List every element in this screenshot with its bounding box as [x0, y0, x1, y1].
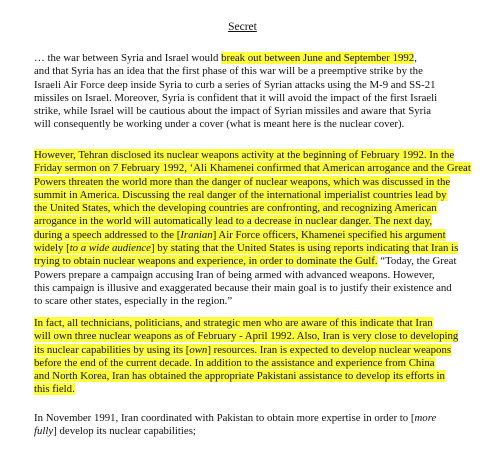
text-segment: more — [414, 412, 437, 424]
text-segment: will consequently be working under a cover (what is meant here is the nuclear cover). — [34, 118, 405, 131]
highlighted-text: Powers threaten the world more than the danger of nuclear weapons, which was discussed in the — [34, 175, 451, 188]
text-line — [34, 189, 474, 202]
text-line — [34, 412, 474, 425]
text-segment: , — [414, 52, 417, 64]
text-segment: In November 1991, Iran coordinated with Pakistan to obtain more expertise in order to [ — [34, 412, 415, 424]
highlighted-text: the United States, which the developing countries are confronting, and recognizing American — [34, 202, 437, 215]
text-line — [34, 330, 474, 343]
text-segment: and that Syria has an idea that the first phase of this war will be a preemptive strike by the — [34, 65, 423, 78]
highlighted-text: will own three nuclear weapons as of February - April 1992. Also, Iran is very close to developing — [34, 330, 459, 343]
text-line — [34, 317, 474, 330]
highlighted-text: Iranian — [180, 228, 213, 241]
highlighted-text: ] Air Force officers, Khamenei specified his argument — [212, 228, 446, 241]
highlighted-text: break out between June and September 1992 — [221, 52, 415, 64]
highlighted-text: trying to obtain nuclear weapons and experience, in order to dominate the Gulf. — [34, 255, 378, 268]
highlighted-text: Korea, Iran has obtained the appropriate Pakistani assistance to develop its efforts in — [77, 370, 445, 383]
text-line — [34, 52, 474, 65]
paragraph-3 — [34, 317, 474, 397]
text-line — [34, 92, 474, 105]
text-segment: missiles on Israel. Moreover, Syria is confident that it will avoid the impact of the first Israeli — [34, 91, 438, 104]
text-line — [34, 118, 474, 131]
highlighted-text: to a wide audience — [69, 242, 151, 255]
highlighted-text: during a speech addressed to the [ — [34, 228, 181, 241]
text-line — [34, 383, 474, 396]
text-line — [34, 79, 474, 92]
text-segment: … the war between Syria and Israel would — [34, 52, 222, 64]
highlighted-text: before the end of the current decade. In addition to the assistance and experience from China — [34, 356, 435, 369]
text-segment: fully — [34, 425, 54, 438]
text-line — [34, 425, 474, 438]
highlighted-text: In fact, all technicians, politicians, and strategic men who are aware of this indicate that Iran — [34, 317, 433, 329]
text-line — [34, 295, 474, 308]
highlighted-text: However, Tehran disclosed its nuclear weapons activity at the beginning of February 1992. In the — [34, 149, 455, 161]
text-line — [34, 149, 474, 162]
text-segment: “Today, the Great — [377, 255, 457, 268]
text-segment: strike, while Israel will be cautious about the impact of Syrian missiles and aware that Syria — [34, 105, 431, 118]
highlighted-text: Friday sermon on 7 February 1992, ‘Ali Khamenei confirmed that American arrogance and the Great — [34, 162, 471, 175]
text-segment: ] develop its nuclear capabilities; — [53, 425, 196, 438]
highlighted-text: its nuclear capabilities by using its [ — [34, 343, 190, 356]
highlighted-text: and — [34, 370, 53, 383]
document-header: Secret — [228, 21, 257, 33]
text-line — [34, 215, 474, 228]
highlighted-text: widely [ — [34, 242, 70, 255]
highlighted-text: own — [189, 343, 208, 356]
text-line — [34, 269, 474, 282]
text-line — [34, 105, 474, 118]
text-line — [34, 344, 474, 357]
text-segment: Israeli Air Force deep inside Syria to curb a series of Syrian attacks using the M-9 and SS-21 — [34, 78, 436, 91]
highlighted-text: arrogance in the world will automatically lead to a decrease in nuclear danger. The next day, — [34, 215, 433, 228]
paragraph-2 — [34, 149, 474, 309]
text-line — [34, 242, 474, 255]
text-line — [34, 176, 474, 189]
text-line — [34, 229, 474, 242]
paragraph-4 — [34, 412, 474, 439]
highlighted-text: North — [52, 370, 78, 383]
text-segment: Powers prepare a campaign accusing Iran of being armed with advanced weapons. However, — [34, 268, 435, 281]
highlighted-text: ] by stating that the United States is using reports indicating that Iran is — [150, 242, 459, 255]
text-line — [34, 202, 474, 215]
text-segment: this campaign is illusive and exaggerated because their main goal is to justify their existence and — [34, 281, 452, 294]
text-line — [34, 357, 474, 370]
text-line — [34, 282, 474, 295]
text-segment: to scare other states, especially in the region.” — [34, 295, 233, 308]
text-line — [34, 162, 474, 175]
text-line — [34, 65, 474, 78]
highlighted-text: summit in America. Discussing the real danger of the international imperialist countries lead by — [34, 188, 447, 201]
highlighted-text: ] resources. Iran is expected to develop nuclear weapons — [207, 343, 452, 356]
text-line — [34, 255, 474, 268]
paragraph-1 — [34, 52, 474, 132]
text-line — [34, 370, 474, 383]
highlighted-text: this field. — [34, 383, 75, 396]
